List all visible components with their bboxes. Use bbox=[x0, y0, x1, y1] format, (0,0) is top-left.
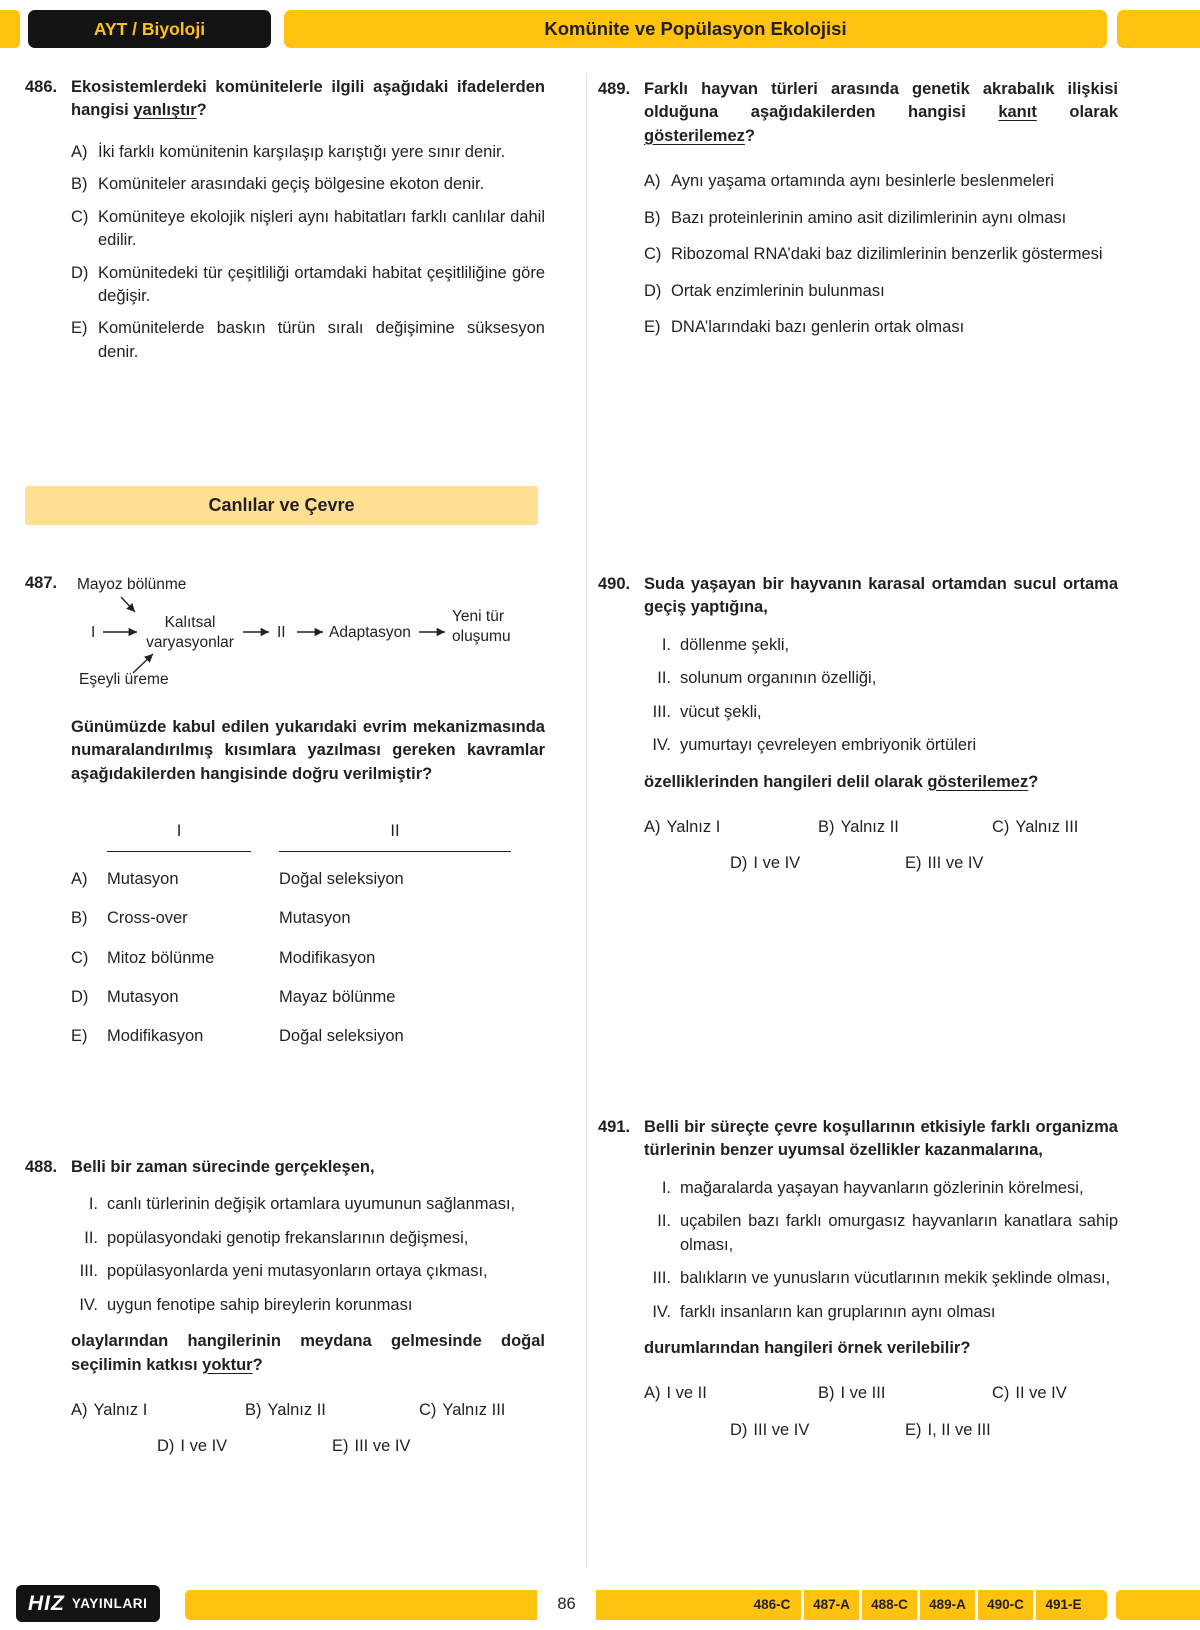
question-number: 487. bbox=[25, 574, 58, 592]
underlined-word: kanıt bbox=[998, 103, 1037, 122]
option-c bbox=[644, 243, 1118, 266]
option-letter: E) bbox=[644, 317, 661, 336]
answer-key-item: 488-C bbox=[859, 1590, 917, 1620]
item-text: vücut şekli, bbox=[680, 702, 762, 721]
table-row bbox=[71, 947, 545, 970]
publisher-logo bbox=[16, 1585, 160, 1622]
row-letter: A) bbox=[71, 869, 88, 888]
roman-list bbox=[71, 1193, 545, 1317]
question-number: 486. bbox=[25, 78, 58, 96]
row-col-1: Cross-over bbox=[107, 909, 188, 928]
option-text: Komünitelerde baskın türün sıralı değişimine süksesyon denir. bbox=[98, 319, 545, 361]
option-letter: B) bbox=[71, 175, 88, 194]
diagram-label-yeni-tur: Yeni tür bbox=[452, 608, 504, 625]
roman-item bbox=[644, 634, 1118, 657]
option-text: Bazı proteinlerinin amino asit dizilimlerinin aynı olması bbox=[671, 208, 1067, 227]
item-text: popülasyonlarda yeni mutasyonların ortaya çıkması, bbox=[107, 1262, 488, 1281]
closing-text: ? bbox=[1028, 772, 1039, 791]
logo-hiz: HIZ bbox=[28, 1591, 65, 1615]
roman-item bbox=[644, 1210, 1118, 1257]
roman-numeral: II. bbox=[657, 669, 671, 688]
roman-item bbox=[71, 1227, 545, 1250]
row-col-2: Modifikasyon bbox=[279, 948, 376, 967]
option-letter: A) bbox=[644, 817, 661, 836]
footer-right-accent bbox=[1116, 1590, 1200, 1620]
option-b bbox=[644, 207, 1118, 230]
roman-numeral: I. bbox=[88, 1195, 98, 1214]
question-content bbox=[644, 573, 1118, 876]
table-row bbox=[71, 1025, 545, 1048]
row-col-2: Doğal seleksiyon bbox=[279, 869, 404, 888]
options-row-1 bbox=[71, 1399, 545, 1422]
roman-numeral: IV. bbox=[652, 736, 671, 755]
arrow-down-icon bbox=[121, 597, 135, 612]
underlined-word: yanlıştır bbox=[133, 101, 197, 120]
option-text: I ve III bbox=[840, 1384, 886, 1403]
stem-text: ? bbox=[196, 101, 207, 120]
option-c bbox=[419, 1399, 505, 1422]
table-col-1-header: I bbox=[107, 820, 251, 851]
option-e bbox=[332, 1435, 507, 1458]
option-text: Yalnız I bbox=[666, 817, 721, 836]
option-d bbox=[644, 280, 1118, 303]
evolution-mechanism-diagram bbox=[71, 574, 541, 700]
option-text: II ve IV bbox=[1015, 1384, 1067, 1403]
option-text: III ve IV bbox=[927, 854, 984, 873]
table-row bbox=[71, 986, 545, 1009]
stem-text: ? bbox=[744, 126, 755, 145]
option-text: DNA’larındaki bazı genlerin ortak olması bbox=[671, 317, 965, 336]
options-row-2 bbox=[644, 1419, 1118, 1442]
option-letter: C) bbox=[419, 1400, 437, 1419]
roman-item bbox=[644, 1301, 1118, 1324]
option-letter: E) bbox=[905, 854, 922, 873]
option-letter: C) bbox=[992, 817, 1010, 836]
option-letter: A) bbox=[644, 1384, 661, 1403]
option-letter: C) bbox=[644, 245, 662, 264]
item-text: döllenme şekli, bbox=[680, 635, 790, 654]
table-header-spacer bbox=[71, 820, 107, 851]
question-489 bbox=[598, 78, 1118, 352]
roman-numeral: III. bbox=[652, 702, 671, 721]
question-number: 491. bbox=[598, 1118, 631, 1136]
option-text: Yalnız III bbox=[1015, 817, 1079, 836]
section-heading bbox=[25, 486, 538, 525]
item-text: uygun fenotipe sahip bireylerin korunması bbox=[107, 1295, 413, 1314]
answer-key-item: 491-E bbox=[1033, 1590, 1091, 1620]
roman-item bbox=[644, 701, 1118, 724]
row-letter: C) bbox=[71, 948, 89, 967]
option-letter: A) bbox=[71, 142, 88, 161]
option-d bbox=[71, 262, 545, 309]
question-number: 488. bbox=[25, 1158, 58, 1176]
option-letter: D) bbox=[71, 263, 89, 282]
option-text: Ortak enzimlerinin bulunması bbox=[671, 281, 885, 300]
option-b bbox=[818, 816, 992, 839]
option-a bbox=[71, 141, 545, 164]
row-letter: B) bbox=[71, 909, 88, 928]
item-text: uçabilen bazı farklı omurgasız hayvanların kanatlara sahip olması, bbox=[680, 1212, 1118, 1254]
option-letter: E) bbox=[71, 319, 88, 338]
option-text: Komünitedeki tür çeşitliliği ortamdaki habitat çeşitliliğine göre değişir. bbox=[98, 263, 545, 305]
option-e bbox=[71, 317, 545, 364]
row-col-1: Mutasyon bbox=[107, 987, 179, 1006]
closing-text: olaylarından hangilerinin meydana gelmesinde doğal seçilimin katkısı bbox=[71, 1332, 545, 1374]
option-d bbox=[157, 1435, 332, 1458]
option-text: Aynı yaşama ortamında aynı besinlerle beslenmeleri bbox=[671, 172, 1055, 191]
answer-key bbox=[743, 1590, 1091, 1620]
item-text: canlı türlerinin değişik ortamlara uyumunun sağlanması, bbox=[107, 1195, 516, 1214]
option-text: I ve II bbox=[666, 1384, 707, 1403]
diagram-node-II: II bbox=[277, 624, 286, 641]
option-letter: B) bbox=[644, 208, 661, 227]
answer-key-item: 490-C bbox=[975, 1590, 1033, 1620]
diagram-label-kalitsal: Kalıtsal bbox=[164, 614, 216, 631]
row-col-1: Mutasyon bbox=[107, 869, 179, 888]
option-text: I ve IV bbox=[180, 1437, 228, 1456]
option-d bbox=[730, 1419, 905, 1442]
roman-list bbox=[644, 1177, 1118, 1324]
option-text: I, II ve III bbox=[927, 1420, 991, 1439]
question-number: 490. bbox=[598, 575, 631, 593]
table-col-2-header: II bbox=[279, 820, 511, 851]
answer-key-item: 487-A bbox=[801, 1590, 859, 1620]
option-letter: D) bbox=[157, 1437, 175, 1456]
diagram-label-adaptasyon: Adaptasyon bbox=[329, 624, 411, 641]
roman-item bbox=[644, 734, 1118, 757]
roman-numeral: I. bbox=[661, 635, 671, 654]
option-text: Komüniteye ekolojik nişleri aynı habitatları farklı canlılar dahil edilir. bbox=[98, 207, 545, 250]
underlined-word: gösterilemez bbox=[644, 126, 745, 145]
underlined-word: gösterilemez bbox=[927, 772, 1029, 791]
diagram-label-mayoz-bolunme: Mayoz bölünme bbox=[77, 576, 187, 593]
option-letter: B) bbox=[818, 1384, 835, 1403]
option-a bbox=[644, 170, 1118, 193]
item-text: farklı insanların kan gruplarının aynı olması bbox=[680, 1302, 996, 1321]
option-letter: E) bbox=[332, 1437, 349, 1456]
roman-numeral: III. bbox=[79, 1262, 98, 1281]
option-e bbox=[644, 316, 1118, 339]
option-text: Yalnız I bbox=[93, 1400, 148, 1419]
option-letter: D) bbox=[644, 281, 662, 300]
option-text: Ribozomal RNA’daki baz dizilimlerinin benzerlik göstermesi bbox=[671, 245, 1103, 264]
table-row bbox=[71, 907, 545, 930]
answer-table bbox=[71, 820, 545, 1049]
chapter-title-bar bbox=[284, 10, 1107, 48]
roman-item bbox=[71, 1193, 545, 1216]
option-b bbox=[245, 1399, 419, 1422]
item-text: solunum organının özelliği, bbox=[680, 669, 877, 688]
closing-text: ? bbox=[252, 1355, 263, 1374]
table-row bbox=[71, 868, 545, 891]
roman-numeral: IV. bbox=[79, 1295, 98, 1314]
question-stem: Belli bir zaman sürecinde gerçekleşen, bbox=[71, 1158, 375, 1176]
row-col-1: Mitoz bölünme bbox=[107, 948, 215, 967]
option-b bbox=[71, 173, 545, 196]
option-e bbox=[905, 1419, 1080, 1442]
answer-key-item: 489-A bbox=[917, 1590, 975, 1620]
roman-numeral: II. bbox=[84, 1228, 98, 1247]
logo-yayinlari: YAYINLARI bbox=[71, 1595, 148, 1611]
option-c bbox=[71, 206, 545, 253]
answer-key-item: 486-C bbox=[743, 1590, 801, 1620]
question-closing: durumlarından hangileri örnek verilebilir? bbox=[644, 1338, 971, 1357]
question-closing bbox=[71, 1330, 545, 1377]
roman-item bbox=[71, 1260, 545, 1283]
option-letter: C) bbox=[71, 207, 89, 226]
row-col-1: Modifikasyon bbox=[107, 1027, 204, 1046]
diagram-label-eseyli-ureme: Eşeyli üreme bbox=[79, 671, 169, 688]
closing-text: özelliklerinden hangileri delil olarak bbox=[644, 772, 928, 791]
roman-item bbox=[71, 1294, 545, 1317]
roman-numeral: IV. bbox=[652, 1302, 671, 1321]
option-d bbox=[730, 852, 905, 875]
roman-list bbox=[644, 634, 1118, 758]
options-row-1 bbox=[644, 816, 1118, 839]
exam-badge-label: AYT / Biyoloji bbox=[93, 18, 206, 39]
option-letter: D) bbox=[730, 1420, 748, 1439]
question-486 bbox=[25, 76, 545, 373]
option-c bbox=[992, 1382, 1067, 1405]
question-stem bbox=[644, 78, 1118, 148]
question-content bbox=[71, 1156, 545, 1459]
roman-item bbox=[644, 1177, 1118, 1200]
roman-item bbox=[644, 667, 1118, 690]
table-header bbox=[71, 820, 545, 851]
question-closing bbox=[644, 771, 1118, 794]
column-divider bbox=[586, 74, 587, 1568]
option-text: Yalnız III bbox=[442, 1400, 506, 1419]
question-487 bbox=[25, 572, 545, 1049]
row-letter: D) bbox=[71, 987, 89, 1006]
options-list bbox=[644, 170, 1118, 339]
question-stem bbox=[71, 76, 545, 123]
question-491 bbox=[598, 1116, 1118, 1442]
page-number-box bbox=[537, 1587, 596, 1623]
diagram-label-olusumu: oluşumu bbox=[452, 628, 511, 645]
roman-numeral: III. bbox=[652, 1269, 671, 1288]
option-letter: A) bbox=[71, 1400, 88, 1419]
underlined-word: yoktur bbox=[202, 1355, 253, 1374]
diagram-node-I: I bbox=[91, 624, 96, 641]
stem-text: olarak bbox=[1036, 103, 1118, 122]
option-letter: B) bbox=[245, 1400, 262, 1419]
option-b bbox=[818, 1382, 992, 1405]
question-488 bbox=[25, 1156, 545, 1459]
question-number: 489. bbox=[598, 80, 631, 98]
question-490 bbox=[598, 573, 1118, 876]
section-heading-label: Canlılar ve Çevre bbox=[208, 494, 355, 515]
options-row-2 bbox=[644, 852, 1118, 875]
page-header bbox=[0, 8, 1200, 50]
diagram-label-varyasyonlar: varyasyonlar bbox=[146, 634, 234, 651]
option-text: III ve IV bbox=[753, 1420, 810, 1439]
row-letter: E) bbox=[71, 1027, 88, 1046]
question-content bbox=[71, 572, 545, 1049]
option-letter: B) bbox=[818, 817, 835, 836]
option-a bbox=[71, 1399, 245, 1422]
option-c bbox=[992, 816, 1078, 839]
header-right-accent bbox=[1117, 10, 1200, 48]
option-text: III ve IV bbox=[354, 1437, 411, 1456]
option-text: I ve IV bbox=[753, 854, 801, 873]
option-text: Yalnız II bbox=[267, 1400, 326, 1419]
question-stem: Suda yaşayan bir hayvanın karasal ortamdan sucul ortama geçiş yaptığına, bbox=[644, 575, 1118, 617]
item-text: balıkların ve yunusların vücutlarının mekik şeklinde olması, bbox=[680, 1269, 1111, 1288]
option-text: Yalnız II bbox=[840, 817, 899, 836]
options-row-1 bbox=[644, 1382, 1118, 1405]
item-text: yumurtayı çevreleyen embriyonik örtüleri bbox=[680, 736, 977, 755]
stem-text: Farklı hayvan türleri arasında genetik akrabalık ilişkisi olduğuna aşağıdakilerden hangisi bbox=[644, 80, 1118, 122]
roman-item bbox=[644, 1267, 1118, 1290]
option-text: Komüniteler arasındaki geçiş bölgesine ekoton denir. bbox=[98, 175, 485, 194]
header-left-accent bbox=[0, 10, 20, 48]
page-footer bbox=[0, 1583, 1200, 1630]
options-row-2 bbox=[71, 1435, 545, 1458]
row-col-2: Doğal seleksiyon bbox=[279, 1027, 404, 1046]
option-letter: C) bbox=[992, 1384, 1010, 1403]
option-letter: E) bbox=[905, 1420, 922, 1439]
question-stem: Belli bir süreçte çevre koşullarının etkisiyle farklı organizma türlerinin benzer uyumsal özellikler kazanmalarına, bbox=[644, 1118, 1118, 1160]
item-text: mağaralarda yaşayan hayvanların gözlerinin körelmesi, bbox=[680, 1178, 1084, 1197]
item-text: popülasyondaki genotip frekanslarının değişmesi, bbox=[107, 1228, 469, 1247]
question-content bbox=[71, 76, 545, 373]
option-text: İki farklı komünitenin karşılaşıp karıştığı yere sınır denir. bbox=[98, 142, 506, 161]
page-number: 86 bbox=[557, 1595, 576, 1614]
chapter-title: Komünite ve Popülasyon Ekolojisi bbox=[544, 17, 847, 39]
roman-numeral: I. bbox=[661, 1178, 671, 1197]
question-content bbox=[644, 78, 1118, 352]
option-a bbox=[644, 1382, 818, 1405]
options-list bbox=[71, 141, 545, 364]
option-letter: D) bbox=[730, 854, 748, 873]
roman-numeral: II. bbox=[657, 1212, 671, 1231]
question-content bbox=[644, 1116, 1118, 1442]
question-stem: Günümüzde kabul edilen yukarıdaki evrim mekanizmasında numaralandırılmış kısımlara yazılması gereken kavramlar aşağıdakilerden hangisinde doğru verilmiştir? bbox=[71, 718, 545, 783]
option-a bbox=[644, 816, 818, 839]
row-col-2: Mutasyon bbox=[279, 909, 351, 928]
stem-text: Ekosistemlerdeki komünitelerle ilgili aşağıdaki ifadelerden hangisi bbox=[71, 78, 545, 120]
exam-badge bbox=[28, 10, 271, 48]
option-letter: A) bbox=[644, 172, 661, 191]
row-col-2: Mayaz bölünme bbox=[279, 987, 396, 1006]
option-e bbox=[905, 852, 1080, 875]
